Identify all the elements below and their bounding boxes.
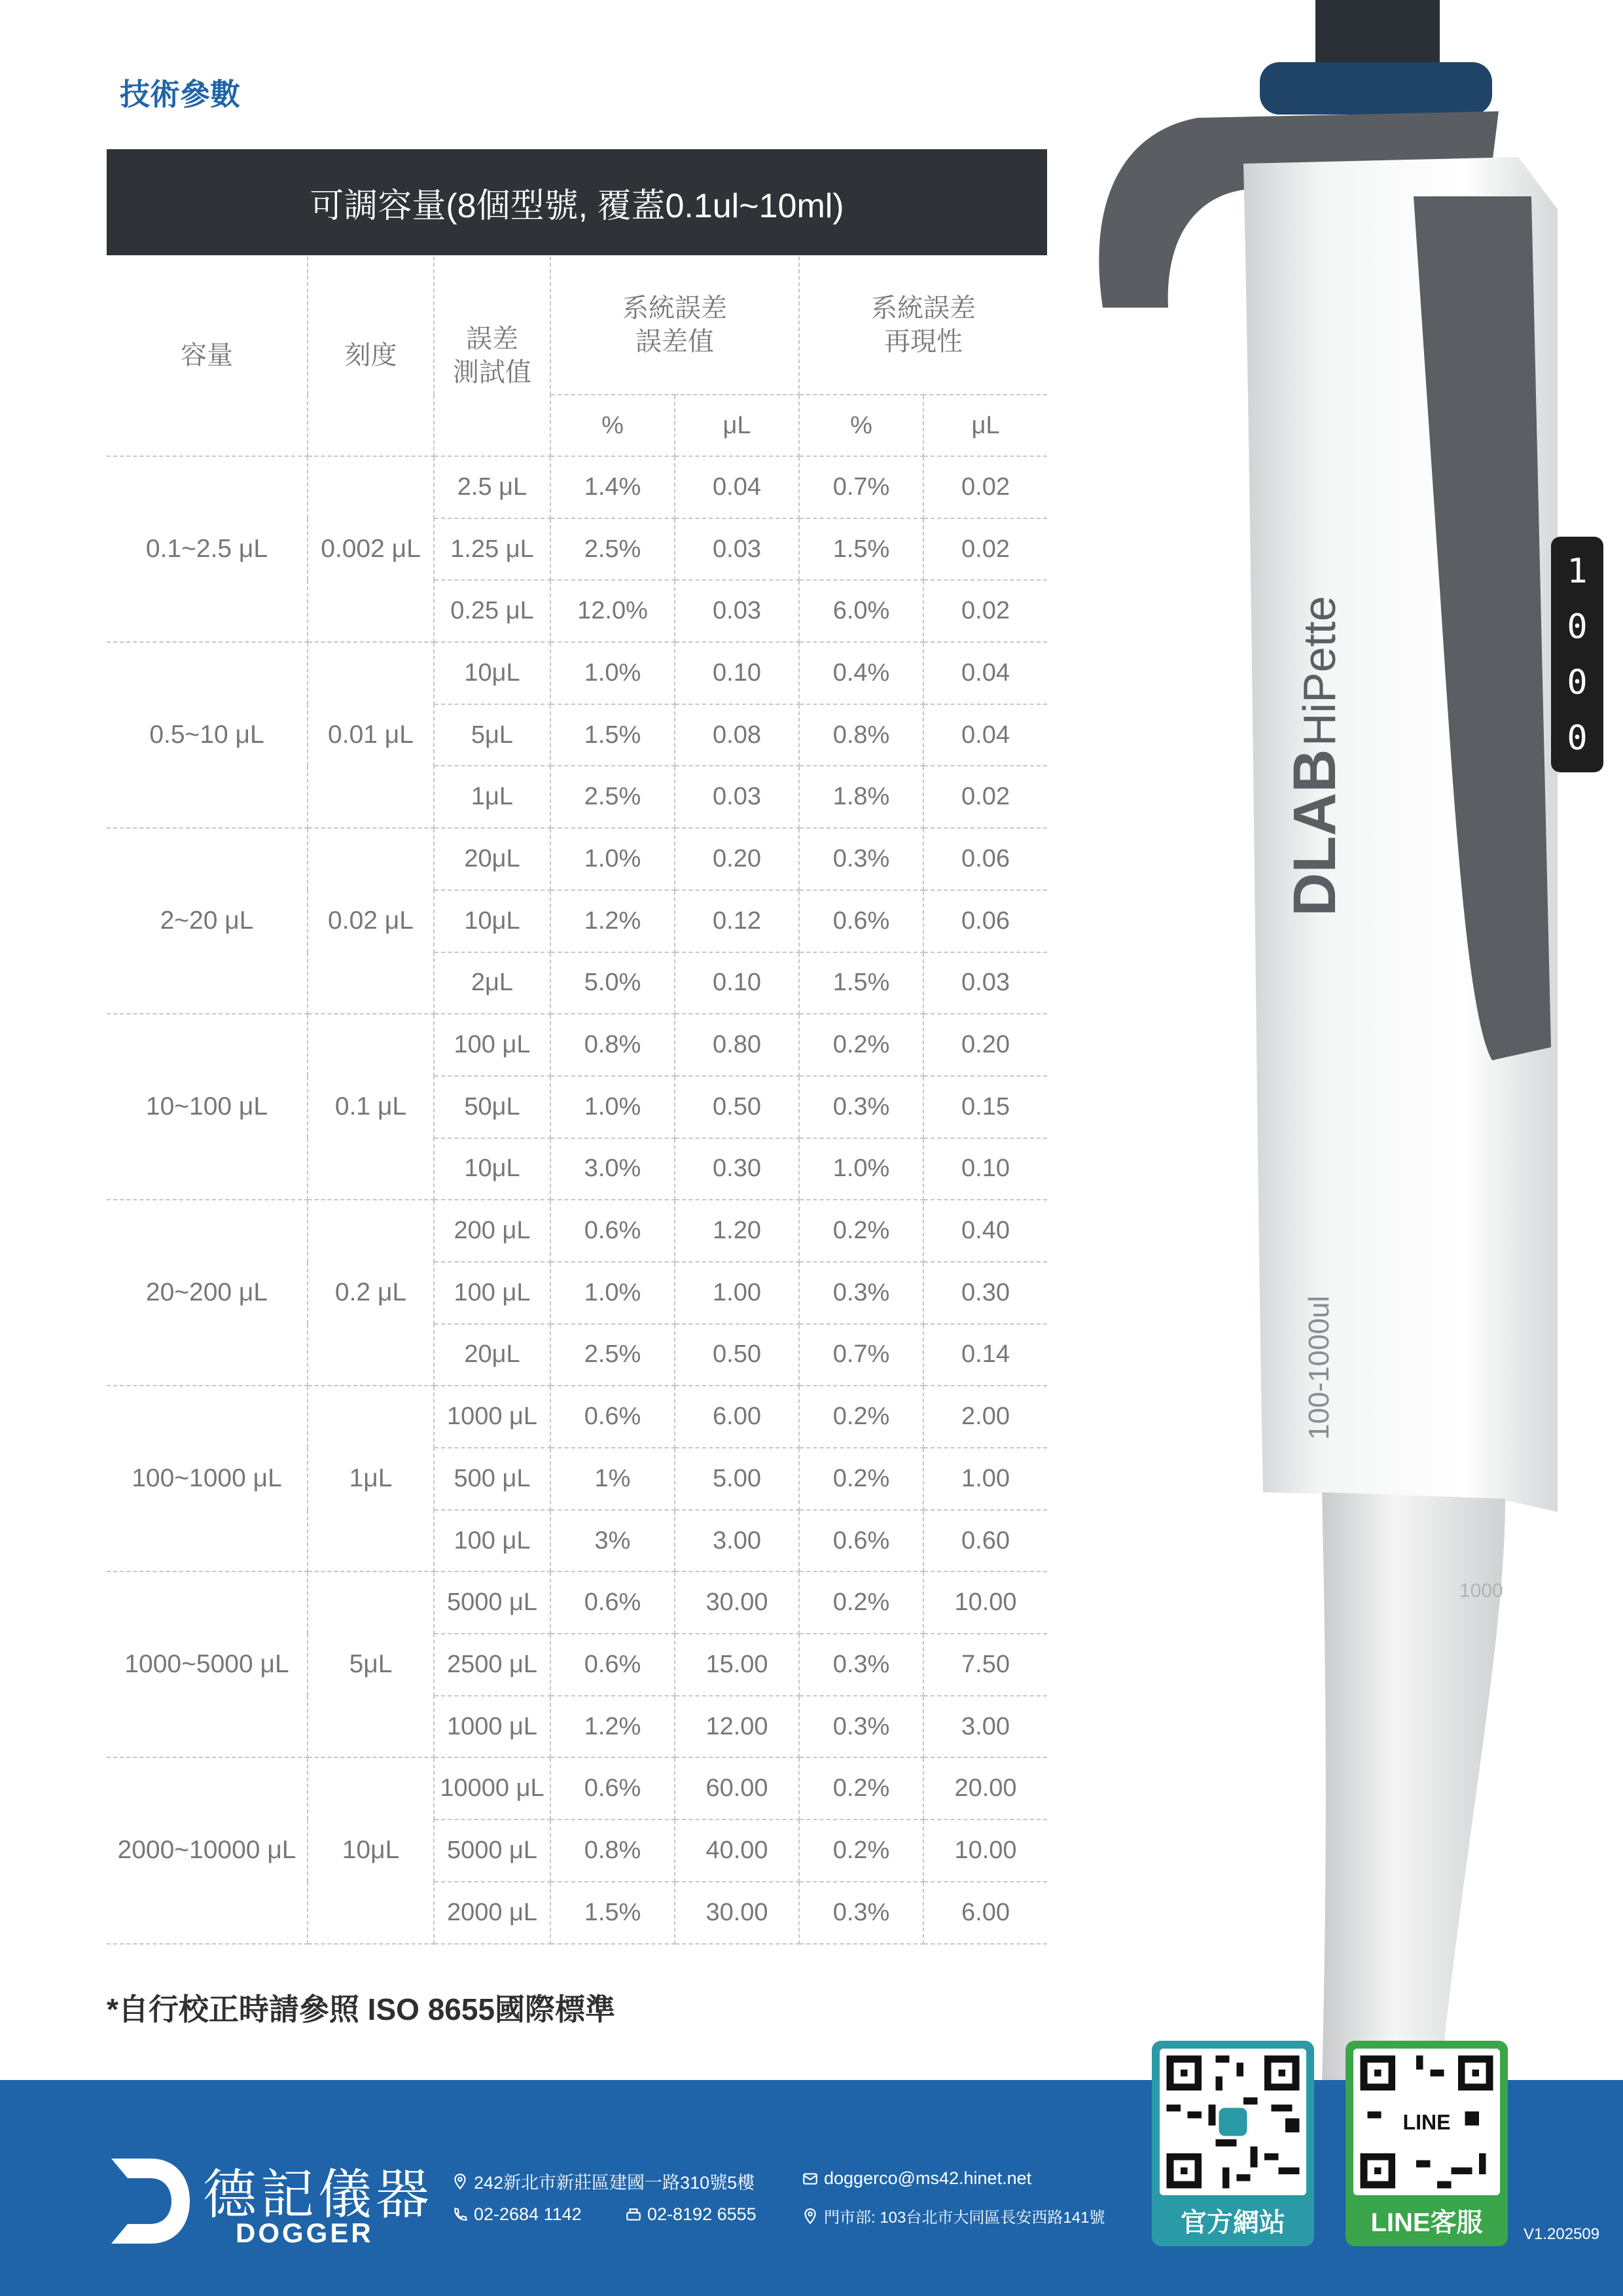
repro-ul-cell: 0.02: [923, 518, 1047, 581]
repro-pct-cell: 0.3%: [799, 1882, 923, 1944]
brand-name-cn: 德記儀器: [203, 2164, 434, 2226]
error-pct-cell: 1.5%: [550, 704, 675, 766]
repro-ul-cell: 0.04: [923, 704, 1047, 766]
error-pct-cell: 2.5%: [550, 518, 675, 581]
error-pct-cell: 3%: [550, 1510, 675, 1572]
qr-line-label: LINE客服: [1370, 2208, 1483, 2237]
test-value-cell: 100 μL: [434, 1510, 550, 1572]
repro-ul-cell: 0.02: [923, 580, 1047, 642]
test-value-cell: 100 μL: [434, 1014, 550, 1076]
mail-icon: [802, 2170, 819, 2187]
repro-pct-cell: 1.8%: [799, 766, 923, 828]
repro-ul-cell: 0.02: [923, 766, 1047, 828]
test-value-cell: 5000 μL: [434, 1571, 550, 1634]
error-pct-cell: 1%: [550, 1448, 675, 1510]
repro-ul-cell: 2.00: [923, 1386, 1047, 1448]
test-value-cell: 500 μL: [434, 1448, 550, 1510]
subheader-repro-ul: μL: [923, 395, 1047, 456]
capacity-cell: 20~200 μL: [107, 1200, 308, 1386]
brand-logo-text: DLAB: [1281, 749, 1348, 916]
dogger-logo-icon: [111, 2159, 190, 2244]
capacity-cell: 0.1~2.5 μL: [107, 456, 308, 642]
test-value-cell: 200 μL: [434, 1200, 550, 1262]
repro-pct-cell: 0.3%: [799, 1262, 923, 1324]
table-row: [107, 1571, 1047, 1634]
store-address: [802, 2204, 1105, 2227]
repro-pct-cell: 0.6%: [799, 890, 923, 952]
header-systematic-error: 系統誤差 誤差值: [550, 257, 799, 395]
error-ul-cell: 0.20: [675, 828, 799, 890]
brand-name-en: DOGGER: [236, 2217, 374, 2248]
repro-pct-cell: 0.2%: [799, 1820, 923, 1882]
repro-pct-cell: 0.2%: [799, 1200, 923, 1262]
repro-ul-cell: 10.00: [923, 1820, 1047, 1882]
test-value-cell: 20μL: [434, 828, 550, 890]
repro-pct-cell: 0.6%: [799, 1510, 923, 1572]
repro-ul-cell: 6.00: [923, 1882, 1047, 1944]
error-pct-cell: 0.6%: [550, 1634, 675, 1696]
phone-icon: [452, 2206, 469, 2223]
error-pct-cell: 1.0%: [550, 828, 675, 890]
footnote: *自行校正時請參照 ISO 8655國際標準: [107, 1992, 616, 2026]
error-ul-cell: 0.50: [675, 1324, 799, 1386]
table-row: [107, 1014, 1047, 1076]
counter-digit: 0: [1567, 607, 1588, 647]
table-header-bar: 可調容量(8個型號, 覆蓋0.1ul~10ml): [107, 149, 1047, 255]
error-ul-cell: 5.00: [675, 1448, 799, 1510]
repro-pct-cell: 0.2%: [799, 1448, 923, 1510]
error-ul-cell: 1.20: [675, 1200, 799, 1262]
repro-pct-cell: 0.2%: [799, 1757, 923, 1820]
repro-ul-cell: 0.60: [923, 1510, 1047, 1572]
error-ul-cell: 6.00: [675, 1386, 799, 1448]
repro-ul-cell: 0.04: [923, 642, 1047, 704]
svg-text:LINE: LINE: [1402, 2110, 1451, 2134]
repro-ul-cell: 3.00: [923, 1696, 1047, 1758]
error-pct-cell: 3.0%: [550, 1138, 675, 1200]
subheader-error-pct: %: [550, 395, 675, 456]
header-reproducibility: 系統誤差 再現性: [799, 257, 1047, 395]
repro-pct-cell: 0.2%: [799, 1386, 923, 1448]
repro-ul-cell: 0.14: [923, 1324, 1047, 1386]
qr-line-service[interactable]: [1346, 2041, 1508, 2246]
repro-pct-cell: 0.8%: [799, 704, 923, 766]
test-value-cell: 2μL: [434, 952, 550, 1014]
repro-pct-cell: 0.3%: [799, 1634, 923, 1696]
repro-ul-cell: 0.20: [923, 1014, 1047, 1076]
repro-ul-cell: 0.30: [923, 1262, 1047, 1324]
graduation-cell: 0.02 μL: [308, 828, 434, 1014]
counter-digit: 0: [1567, 663, 1588, 702]
error-pct-cell: 1.2%: [550, 1696, 675, 1758]
repro-pct-cell: 0.2%: [799, 1571, 923, 1634]
error-pct-cell: 5.0%: [550, 952, 675, 1014]
error-pct-cell: 0.8%: [550, 1820, 675, 1882]
repro-pct-cell: 0.3%: [799, 1076, 923, 1138]
table-row: [107, 1386, 1047, 1448]
location-pin-icon: [802, 2208, 819, 2225]
error-ul-cell: 1.00: [675, 1262, 799, 1324]
error-ul-cell: 40.00: [675, 1820, 799, 1882]
line-qr-code-icon: [1353, 2049, 1500, 2195]
capacity-cell: 0.5~10 μL: [107, 642, 308, 828]
error-ul-cell: 60.00: [675, 1757, 799, 1820]
error-pct-cell: 0.6%: [550, 1571, 675, 1634]
error-ul-cell: 0.30: [675, 1138, 799, 1200]
graduation-cell: 0.1 μL: [308, 1014, 434, 1200]
test-value-cell: 100 μL: [434, 1262, 550, 1324]
repro-ul-cell: 7.50: [923, 1634, 1047, 1696]
capacity-cell: 100~1000 μL: [107, 1386, 308, 1571]
plunger-cap: [1260, 62, 1492, 115]
address: [452, 2168, 755, 2194]
error-pct-cell: 2.5%: [550, 766, 675, 828]
capacity-cell: 2000~10000 μL: [107, 1757, 308, 1943]
test-value-cell: 1μL: [434, 766, 550, 828]
error-pct-cell: 12.0%: [550, 580, 675, 642]
test-value-cell: 10μL: [434, 642, 550, 704]
phone[interactable]: [452, 2204, 582, 2225]
graduation-cell: 1μL: [308, 1386, 434, 1571]
section-title: 技術參數: [120, 77, 240, 111]
repro-ul-cell: 0.06: [923, 890, 1047, 952]
repro-pct-cell: 0.2%: [799, 1014, 923, 1076]
error-pct-cell: 1.4%: [550, 456, 675, 518]
test-value-cell: 10000 μL: [434, 1757, 550, 1820]
phone-text[interactable]: 02-2684 1142: [474, 2204, 582, 2224]
error-pct-cell: 1.0%: [550, 1076, 675, 1138]
error-pct-cell: 1.2%: [550, 890, 675, 952]
error-pct-cell: 0.6%: [550, 1386, 675, 1448]
error-ul-cell: 0.10: [675, 642, 799, 704]
tip-mark: 1000: [1459, 1580, 1503, 1602]
test-value-cell: 2.5 μL: [434, 456, 550, 518]
graduation-cell: 0.002 μL: [308, 456, 434, 642]
error-pct-cell: 1.0%: [550, 642, 675, 704]
subheader-error-ul: μL: [675, 395, 799, 456]
repro-pct-cell: 6.0%: [799, 580, 923, 642]
error-ul-cell: 3.00: [675, 1510, 799, 1572]
error-ul-cell: 0.08: [675, 704, 799, 766]
qr-official-website[interactable]: [1152, 2041, 1314, 2246]
repro-pct-cell: 0.7%: [799, 1324, 923, 1386]
graduation-cell: 10μL: [308, 1757, 434, 1943]
pipette-illustration: [1047, 0, 1623, 2081]
test-value-cell: 1.25 μL: [434, 518, 550, 581]
error-pct-cell: 0.6%: [550, 1757, 675, 1820]
fax-icon: [625, 2206, 642, 2223]
address-text: 242新北市新莊區建國一路310號5樓: [474, 2173, 755, 2193]
repro-pct-cell: 1.0%: [799, 1138, 923, 1200]
volume-range-label: 100-1000ul: [1303, 1295, 1335, 1440]
error-ul-cell: 0.03: [675, 518, 799, 581]
capacity-cell: 1000~5000 μL: [107, 1571, 308, 1757]
repro-ul-cell: 0.10: [923, 1138, 1047, 1200]
test-value-cell: 2000 μL: [434, 1882, 550, 1944]
error-pct-cell: 1.5%: [550, 1882, 675, 1944]
repro-ul-cell: 0.03: [923, 952, 1047, 1014]
subheader-repro-pct: %: [799, 395, 923, 456]
error-ul-cell: 15.00: [675, 1634, 799, 1696]
test-value-cell: 50μL: [434, 1076, 550, 1138]
version-label: V1.202509: [1524, 2225, 1600, 2243]
repro-ul-cell: 0.06: [923, 828, 1047, 890]
graduation-cell: 0.01 μL: [308, 642, 434, 828]
test-value-cell: 5μL: [434, 704, 550, 766]
graduation-cell: 5μL: [308, 1571, 434, 1757]
repro-ul-cell: 0.40: [923, 1200, 1047, 1262]
error-pct-cell: 0.8%: [550, 1014, 675, 1076]
repro-ul-cell: 10.00: [923, 1571, 1047, 1634]
error-ul-cell: 30.00: [675, 1571, 799, 1634]
error-ul-cell: 0.04: [675, 456, 799, 518]
repro-pct-cell: 1.5%: [799, 952, 923, 1014]
table-row: [107, 1200, 1047, 1262]
table-row: [107, 456, 1047, 518]
test-value-cell: 5000 μL: [434, 1820, 550, 1882]
error-ul-cell: 0.80: [675, 1014, 799, 1076]
repro-pct-cell: 0.3%: [799, 1696, 923, 1758]
error-ul-cell: 0.50: [675, 1076, 799, 1138]
test-value-cell: 10μL: [434, 1138, 550, 1200]
model-name: HiPette: [1294, 596, 1345, 746]
repro-pct-cell: 1.5%: [799, 518, 923, 581]
qr-code-icon: [1160, 2049, 1306, 2195]
error-pct-cell: 1.0%: [550, 1262, 675, 1324]
graduation-cell: 0.2 μL: [308, 1200, 434, 1386]
header-capacity: 容量: [107, 257, 308, 456]
table-row: [107, 642, 1047, 704]
fax: [625, 2204, 757, 2225]
test-value-cell: 1000 μL: [434, 1696, 550, 1758]
repro-ul-cell: 1.00: [923, 1448, 1047, 1510]
capacity-cell: 2~20 μL: [107, 828, 308, 1014]
email-text[interactable]: doggerco@ms42.hinet.net: [824, 2168, 1032, 2188]
counter-digit: 0: [1567, 719, 1588, 758]
error-ul-cell: 30.00: [675, 1882, 799, 1944]
error-pct-cell: 0.6%: [550, 1200, 675, 1262]
repro-ul-cell: 0.02: [923, 456, 1047, 518]
header-graduation: 刻度: [308, 257, 434, 456]
fax-text: 02-8192 6555: [647, 2204, 757, 2224]
store-address-text: 門市部: 103台北市大同區長安西路141號: [824, 2209, 1105, 2227]
repro-pct-cell: 0.3%: [799, 828, 923, 890]
plunger-rod: [1315, 0, 1440, 72]
error-ul-cell: 0.10: [675, 952, 799, 1014]
error-ul-cell: 0.03: [675, 766, 799, 828]
test-value-cell: 0.25 μL: [434, 580, 550, 642]
repro-pct-cell: 0.7%: [799, 456, 923, 518]
test-value-cell: 2500 μL: [434, 1634, 550, 1696]
test-value-cell: 10μL: [434, 890, 550, 952]
table-row: [107, 1757, 1047, 1820]
error-pct-cell: 2.5%: [550, 1324, 675, 1386]
header-test-value: 誤差 測試值: [434, 257, 550, 456]
error-ul-cell: 0.03: [675, 580, 799, 642]
location-pin-icon: [452, 2173, 469, 2190]
test-value-cell: 20μL: [434, 1324, 550, 1386]
table-row: [107, 828, 1047, 890]
error-ul-cell: 12.00: [675, 1696, 799, 1758]
counter-digit: 1: [1567, 552, 1588, 591]
repro-ul-cell: 20.00: [923, 1757, 1047, 1820]
spec-table: [107, 257, 1047, 1945]
error-ul-cell: 0.12: [675, 890, 799, 952]
repro-ul-cell: 0.15: [923, 1076, 1047, 1138]
qr-official-label: 官方網站: [1181, 2208, 1285, 2237]
email[interactable]: [802, 2168, 1031, 2189]
repro-pct-cell: 0.4%: [799, 642, 923, 704]
capacity-cell: 10~100 μL: [107, 1014, 308, 1200]
test-value-cell: 1000 μL: [434, 1386, 550, 1448]
